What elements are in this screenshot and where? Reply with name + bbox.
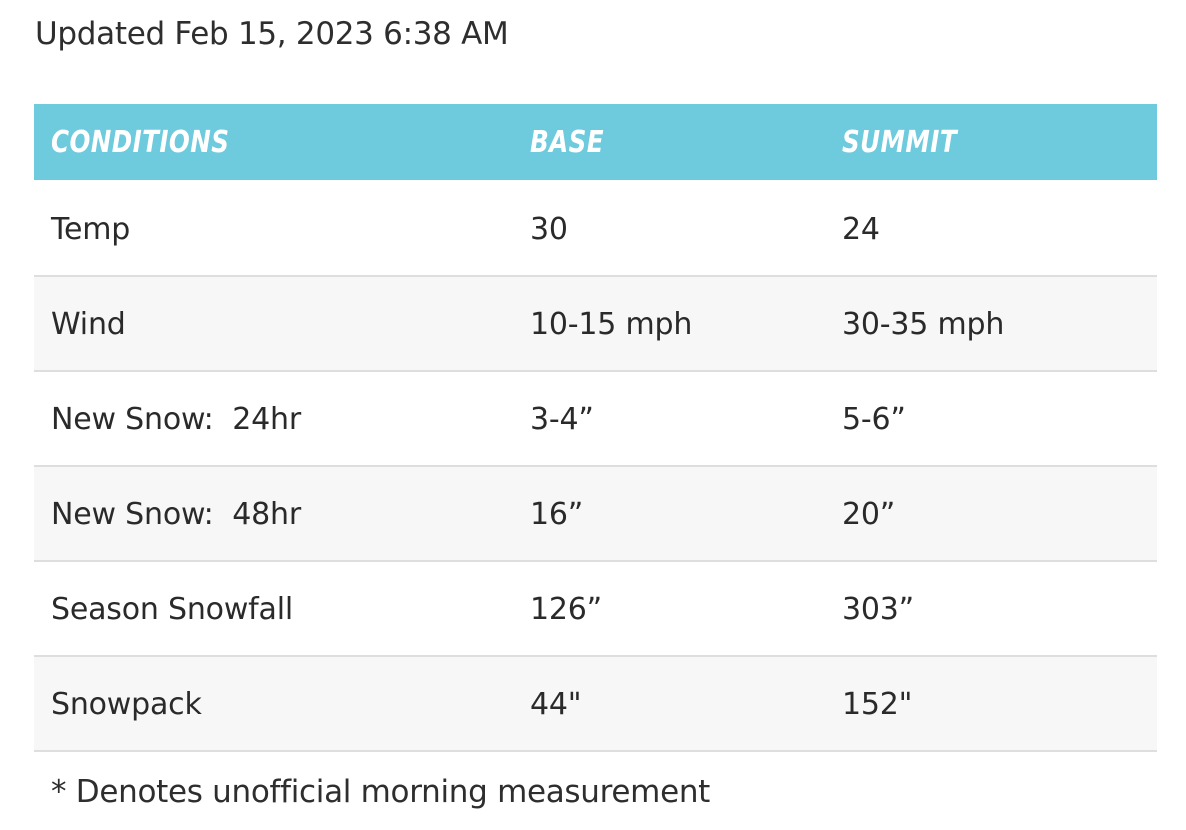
condition-label: Snowpack [51,687,202,722]
footnote: * Denotes unofficial morning measurement [51,774,711,810]
base-value: 30 [530,212,568,247]
condition-label: Temp [51,212,131,247]
base-value: 3-4” [530,402,594,437]
condition-label: Season Snowfall [51,592,293,627]
condition-label: Wind [51,307,126,342]
summit-value: 30-35 mph [842,307,1005,342]
summit-value: 5-6” [842,402,906,437]
summit-value: 24 [842,212,880,247]
condition-label: New Snow: 24hr [51,402,301,437]
summit-value: 20” [842,497,896,532]
summit-value: 152" [842,687,913,722]
table-row-temp [34,182,1157,277]
conditions-table [34,104,1157,752]
base-value: 10-15 mph [530,307,693,342]
table-row-snowpack [34,657,1157,752]
header-summit: SUMMIT [842,125,958,160]
table-row-new-snow-24hr [34,372,1157,467]
updated-timestamp: Updated Feb 15, 2023 6:38 AM [35,16,509,52]
header-base: BASE [530,125,604,160]
table-row-season-snowfall [34,562,1157,657]
base-value: 44" [530,687,582,722]
table-header [34,104,1157,182]
table-row-wind [34,277,1157,372]
summit-value: 303” [842,592,915,627]
condition-label: New Snow: 48hr [51,497,301,532]
base-value: 16” [530,497,584,532]
header-conditions: CONDITIONS [51,125,230,160]
base-value: 126” [530,592,603,627]
table-row-new-snow-48hr [34,467,1157,562]
